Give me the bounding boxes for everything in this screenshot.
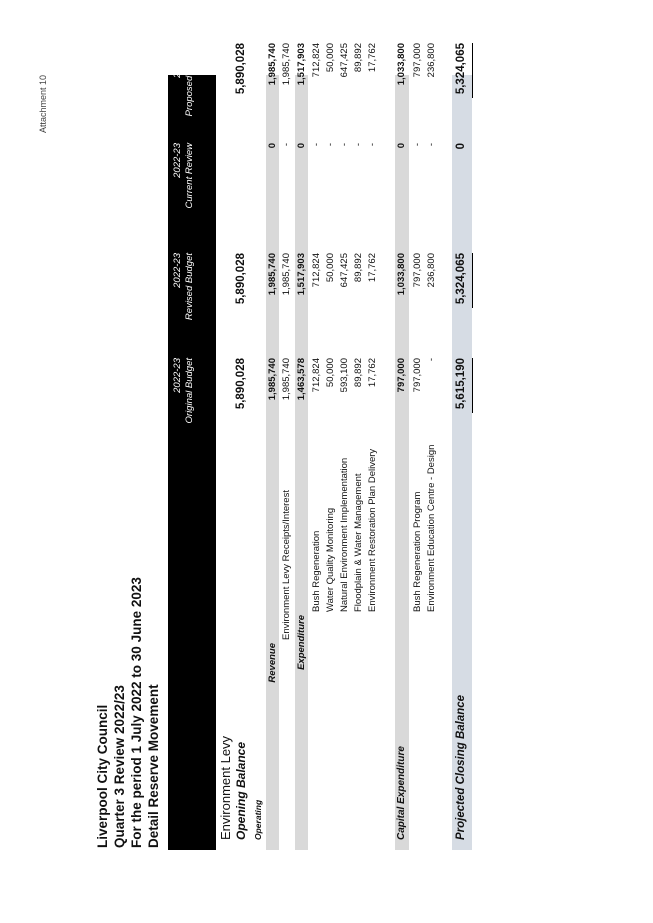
expenditure-item-original: 712,824 — [311, 358, 322, 393]
report-subtitle: Detail Reserve Movement — [146, 684, 161, 848]
expenditure-item-current-review: - — [311, 143, 322, 147]
revenue-item-original: 1,985,740 — [281, 358, 292, 401]
expenditure-proposed: 1,517,903 — [296, 43, 307, 86]
date-range: For the period 1 July 2022 to 30 June 2023 — [129, 577, 144, 848]
capital-proposed: 1,033,800 — [396, 43, 407, 86]
capital-item-proposed: 236,800 — [426, 43, 437, 78]
closing-underline — [472, 358, 473, 413]
expenditure-item-current-review: - — [339, 143, 350, 147]
revenue-item-label: Environment Levy Receipts/Interest — [281, 490, 292, 640]
expenditure-item-proposed: 647,425 — [339, 43, 350, 78]
expenditure-item-revised: 712,824 — [311, 253, 322, 288]
column-header-original: 2022-23 Original Budget — [172, 358, 195, 424]
expenditure-original: 1,463,578 — [296, 358, 307, 401]
capital-current-review: 0 — [396, 143, 407, 149]
capital-item-label: Bush Regeneration Program — [412, 491, 423, 612]
expenditure-item-label: Natural Environment Implementation — [339, 457, 350, 612]
opening-proposed: 5,890,028 — [235, 43, 247, 95]
closing-original: 5,615,190 — [455, 358, 467, 410]
revenue-current-review: 0 — [267, 143, 278, 149]
report-heading — [94, 577, 162, 848]
revenue-item-revised: 1,985,740 — [281, 253, 292, 296]
opening-balance-label: Opening Balance — [234, 741, 248, 840]
council-name: Liverpool City Council — [95, 704, 110, 848]
opening-revised: 5,890,028 — [235, 253, 247, 305]
expenditure-item-revised: 17,762 — [367, 253, 378, 283]
expenditure-item-label: Bush Regeneration — [311, 530, 322, 612]
revenue-item-current-review: - — [281, 143, 292, 147]
expenditure-item-original: 89,892 — [353, 358, 364, 388]
expenditure-current-review: 0 — [296, 143, 307, 149]
capital-item-current-review: - — [412, 143, 423, 147]
capital-item-revised: 797,000 — [412, 253, 423, 288]
revenue-item-proposed: 1,985,740 — [281, 43, 292, 86]
capital-item-label: Environment Education Centre - Design — [426, 444, 437, 612]
expenditure-item-current-review: - — [367, 143, 378, 147]
column-header-proposed: 2022-23 Proposed Budget — [172, 43, 195, 117]
expenditure-item-proposed: 89,892 — [353, 43, 364, 73]
expenditure-item-label: Water Quality Monitoring — [325, 507, 336, 612]
capital-original: 797,000 — [396, 358, 407, 393]
expenditure-item-proposed: 712,824 — [311, 43, 322, 78]
capital-item-original: - — [426, 358, 437, 362]
expenditure-item-proposed: 17,762 — [367, 43, 378, 73]
capital-item-proposed: 797,000 — [412, 43, 423, 78]
closing-revised: 5,324,065 — [455, 253, 467, 305]
expenditure-item-original: 17,762 — [367, 358, 378, 388]
capital-item-current-review: - — [426, 143, 437, 147]
closing-label: Projected Closing Balance — [455, 694, 467, 840]
expenditure-revised: 1,517,903 — [296, 253, 307, 296]
expenditure-item-revised: 647,425 — [339, 253, 350, 288]
expenditure-item-proposed: 50,000 — [325, 43, 336, 73]
capital-item-original: 797,000 — [412, 358, 423, 393]
review-period: Quarter 3 Review 2022/23 — [112, 685, 127, 848]
column-header-revised: 2022-23 Revised Budget — [172, 253, 195, 321]
revenue-label: Revenue — [267, 643, 278, 683]
revenue-revised: 1,985,740 — [267, 253, 278, 296]
capital-revised: 1,033,800 — [396, 253, 407, 296]
closing-proposed: 5,324,065 — [455, 43, 467, 95]
capital-label: Capital Expenditure — [396, 746, 407, 840]
expenditure-label: Expenditure — [296, 615, 307, 670]
expenditure-item-revised: 50,000 — [325, 253, 336, 283]
closing-underline — [472, 43, 473, 98]
expenditure-item-label: Environment Restoration Plan Delivery — [367, 448, 378, 612]
closing-underline — [472, 253, 473, 308]
column-header-current-review: 2022-23 Current Review — [172, 143, 195, 209]
capital-item-revised: 236,800 — [426, 253, 437, 288]
reserve-title: Environment Levy — [218, 735, 233, 840]
expenditure-item-revised: 89,892 — [353, 253, 364, 283]
expenditure-item-original: 593,100 — [339, 358, 350, 393]
revenue-proposed: 1,985,740 — [267, 43, 278, 86]
expenditure-item-label: Floodplain & Water Management — [353, 473, 364, 612]
expenditure-item-current-review: - — [325, 143, 336, 147]
closing-current-review: 0 — [455, 143, 467, 150]
attachment-label: Attachment 10 — [38, 74, 48, 133]
expenditure-item-current-review: - — [353, 143, 364, 147]
revenue-original: 1,985,740 — [267, 358, 278, 401]
operating-label: Operating — [253, 799, 263, 840]
expenditure-item-original: 50,000 — [325, 358, 336, 388]
opening-original: 5,890,028 — [235, 358, 247, 410]
